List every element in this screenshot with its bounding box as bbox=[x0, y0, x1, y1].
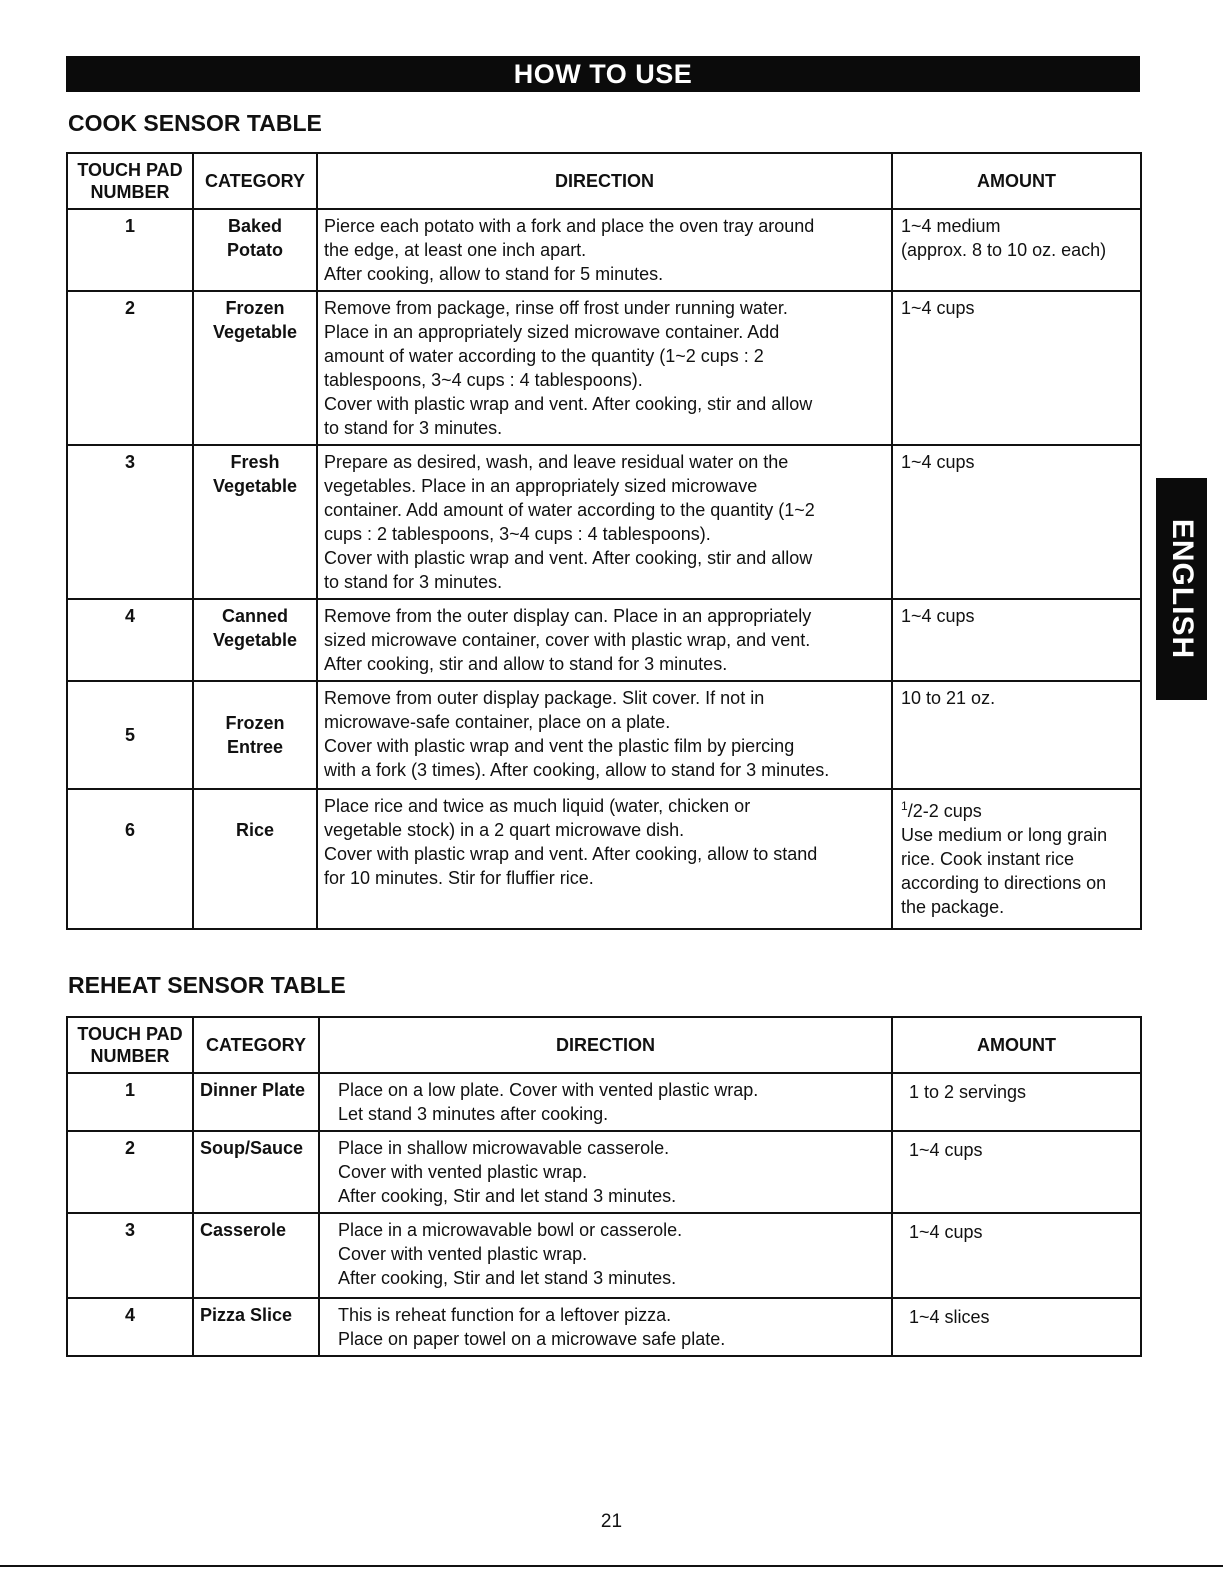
direction-line: Place in shallow microwavable casserole. bbox=[338, 1138, 670, 1158]
amount-cell: 1~4 cups bbox=[892, 1213, 1141, 1298]
direction-line: microwave-safe container, place on a plate. bbox=[324, 712, 671, 732]
direction-line: Cover with plastic wrap and vent. After cooking, allow to stand bbox=[324, 844, 818, 864]
amount-cell bbox=[892, 209, 1141, 291]
table-row bbox=[67, 209, 1141, 291]
page-banner: HOW TO USE bbox=[66, 56, 1140, 92]
amount-line: Use medium or long grain bbox=[901, 825, 1108, 845]
category-line: Potato bbox=[227, 240, 283, 260]
language-tab bbox=[1156, 478, 1207, 700]
page-number: 21 bbox=[600, 1511, 623, 1532]
direction-line: Cover with vented plastic wrap. bbox=[338, 1244, 588, 1264]
touch-pad-number: 4 bbox=[67, 1298, 193, 1356]
table-header-row bbox=[67, 153, 1141, 209]
footer-divider bbox=[0, 1565, 1223, 1567]
amount-line bbox=[901, 794, 1134, 823]
table-header-row bbox=[67, 1017, 1141, 1073]
amount-cell bbox=[892, 681, 1141, 789]
category-cell bbox=[193, 681, 317, 789]
category-line: Baked bbox=[227, 216, 283, 236]
direction-line: Remove from outer display package. Slit cover. If not in bbox=[324, 688, 765, 708]
category-cell: Casserole bbox=[193, 1213, 319, 1298]
reheat-sensor-table bbox=[66, 1016, 1142, 1357]
direction-line: the edge, at least one inch apart. bbox=[324, 240, 587, 260]
table-row bbox=[67, 681, 1141, 789]
column-header-category: CATEGORY bbox=[193, 153, 317, 209]
direction-line: for 10 minutes. Stir for fluffier rice. bbox=[324, 868, 594, 888]
reheat-sensor-table-title: REHEAT SENSOR TABLE bbox=[68, 972, 346, 998]
direction-line: Let stand 3 minutes after cooking. bbox=[338, 1104, 609, 1124]
direction-line: Place on paper towel on a microwave safe plate. bbox=[338, 1329, 726, 1349]
category-cell bbox=[193, 291, 317, 445]
category-cell: Pizza Slice bbox=[193, 1298, 319, 1356]
direction-line: Place in an appropriately sized microwave container. Add bbox=[324, 322, 780, 342]
cook-sensor-table-title: COOK SENSOR TABLE bbox=[68, 110, 322, 136]
header-line: TOUCH PAD bbox=[77, 1024, 183, 1044]
header-line: NUMBER bbox=[90, 182, 170, 202]
table-row bbox=[67, 291, 1141, 445]
direction-cell bbox=[317, 291, 892, 445]
category-line: Entree bbox=[226, 737, 284, 757]
direction-line: Prepare as desired, wash, and leave residual water on the bbox=[324, 452, 789, 472]
header-line: TOUCH PAD bbox=[77, 160, 183, 180]
direction-line: Place on a low plate. Cover with vented plastic wrap. bbox=[338, 1080, 759, 1100]
table-row bbox=[67, 1131, 1141, 1213]
direction-line: tablespoons, 3~4 cups : 4 tablespoons). bbox=[324, 370, 643, 390]
amount-cell bbox=[892, 599, 1141, 681]
direction-line: Pierce each potato with a fork and place the oven tray around bbox=[324, 216, 815, 236]
amount-cell bbox=[892, 789, 1141, 929]
category-line: Vegetable bbox=[212, 630, 298, 650]
direction-line: After cooking, allow to stand for 5 minutes. bbox=[324, 264, 664, 284]
language-tab-label: ENGLISH bbox=[1165, 518, 1199, 660]
direction-cell bbox=[317, 681, 892, 789]
direction-line: to stand for 3 minutes. bbox=[324, 418, 503, 438]
direction-line: Cover with plastic wrap and vent. After cooking, stir and allow bbox=[324, 548, 813, 568]
amount-cell bbox=[892, 445, 1141, 599]
touch-pad-number: 1 bbox=[67, 1073, 193, 1131]
direction-cell bbox=[319, 1298, 892, 1356]
category-cell bbox=[193, 789, 317, 929]
direction-cell bbox=[317, 209, 892, 291]
amount-line: according to directions on bbox=[901, 873, 1107, 893]
amount-cell: 1 to 2 servings bbox=[892, 1073, 1141, 1131]
column-header-direction: DIRECTION bbox=[319, 1017, 892, 1073]
direction-line: cups : 2 tablespoons, 3~4 cups : 4 tablespoons). bbox=[324, 524, 711, 544]
amount-cell: 1~4 slices bbox=[892, 1298, 1141, 1356]
touch-pad-number: 3 bbox=[67, 1213, 193, 1298]
direction-line: to stand for 3 minutes. bbox=[324, 572, 503, 592]
amount-line: rice. Cook instant rice bbox=[901, 849, 1075, 869]
category-line: Frozen bbox=[225, 713, 285, 733]
category-line: Vegetable bbox=[212, 476, 298, 496]
amount-cell bbox=[892, 291, 1141, 445]
amount-line: 1~4 cups bbox=[901, 298, 975, 318]
touch-pad-number: 2 bbox=[67, 1131, 193, 1213]
direction-line: After cooking, Stir and let stand 3 minutes. bbox=[338, 1268, 677, 1288]
direction-line: Remove from package, rinse off frost under running water. bbox=[324, 298, 788, 318]
direction-cell bbox=[319, 1213, 892, 1298]
direction-line: sized microwave container, cover with plastic wrap, and vent. bbox=[324, 630, 811, 650]
direction-cell bbox=[317, 445, 892, 599]
header-line: NUMBER bbox=[90, 1046, 170, 1066]
amount-line: 1~4 medium bbox=[901, 216, 1001, 236]
direction-cell bbox=[317, 789, 892, 929]
category-cell: Soup/Sauce bbox=[193, 1131, 319, 1213]
column-header-category: CATEGORY bbox=[193, 1017, 319, 1073]
amount-line: 1~4 cups bbox=[901, 606, 975, 626]
touch-pad-number: 5 bbox=[67, 681, 193, 789]
direction-line: vegetable stock) in a 2 quart microwave dish. bbox=[324, 820, 685, 840]
direction-line: container. Add amount of water according to the quantity (1~2 bbox=[324, 500, 815, 520]
cook-sensor-table bbox=[66, 152, 1142, 930]
category-line: Vegetable bbox=[212, 322, 298, 342]
direction-line: After cooking, Stir and let stand 3 minutes. bbox=[338, 1186, 677, 1206]
category-line: Rice bbox=[235, 820, 275, 840]
category-line: Frozen bbox=[225, 298, 285, 318]
direction-line: Place in a microwavable bowl or casserole. bbox=[338, 1220, 683, 1240]
amount-line: 10 to 21 oz. bbox=[901, 688, 996, 708]
table-row bbox=[67, 1073, 1141, 1131]
table-row bbox=[67, 789, 1141, 929]
direction-line: After cooking, stir and allow to stand for 3 minutes. bbox=[324, 654, 728, 674]
category-line: Canned bbox=[221, 606, 288, 626]
category-cell bbox=[193, 599, 317, 681]
table-row bbox=[67, 599, 1141, 681]
direction-line: Cover with plastic wrap and vent. After cooking, stir and allow bbox=[324, 394, 813, 414]
touch-pad-number: 4 bbox=[67, 599, 193, 681]
category-line: Fresh bbox=[230, 452, 280, 472]
column-header-amount: AMOUNT bbox=[892, 1017, 1141, 1073]
touch-pad-number: 2 bbox=[67, 291, 193, 445]
direction-line: Place rice and twice as much liquid (water, chicken or bbox=[324, 796, 751, 816]
amount-line: (approx. 8 to 10 oz. each) bbox=[901, 240, 1107, 260]
amount-cell: 1~4 cups bbox=[892, 1131, 1141, 1213]
table-row bbox=[67, 445, 1141, 599]
direction-line: with a fork (3 times). After cooking, allow to stand for 3 minutes. bbox=[324, 760, 830, 780]
direction-cell bbox=[319, 1073, 892, 1131]
category-cell bbox=[193, 209, 317, 291]
table-row bbox=[67, 1213, 1141, 1298]
touch-pad-number: 6 bbox=[67, 789, 193, 929]
direction-line: Remove from the outer display can. Place in an appropriately bbox=[324, 606, 812, 626]
touch-pad-number: 1 bbox=[67, 209, 193, 291]
touch-pad-number: 3 bbox=[67, 445, 193, 599]
fraction-numerator: 1 bbox=[901, 799, 908, 813]
direction-line: Cover with plastic wrap and vent the plastic film by piercing bbox=[324, 736, 795, 756]
column-header-amount: AMOUNT bbox=[892, 153, 1141, 209]
category-cell: Dinner Plate bbox=[193, 1073, 319, 1131]
column-header-direction: DIRECTION bbox=[317, 153, 892, 209]
direction-line: This is reheat function for a leftover pizza. bbox=[338, 1305, 672, 1325]
category-cell bbox=[193, 445, 317, 599]
direction-line: vegetables. Place in an appropriately sized microwave bbox=[324, 476, 758, 496]
fraction-rest: /2-2 cups bbox=[907, 801, 982, 821]
table-row bbox=[67, 1298, 1141, 1356]
amount-line: the package. bbox=[901, 897, 1005, 917]
direction-cell bbox=[317, 599, 892, 681]
column-header-touch-pad bbox=[67, 1017, 193, 1073]
direction-line: amount of water according to the quantity (1~2 cups : 2 bbox=[324, 346, 764, 366]
column-header-touch-pad bbox=[67, 153, 193, 209]
direction-cell bbox=[319, 1131, 892, 1213]
direction-line: Cover with vented plastic wrap. bbox=[338, 1162, 588, 1182]
amount-line: 1~4 cups bbox=[901, 452, 975, 472]
